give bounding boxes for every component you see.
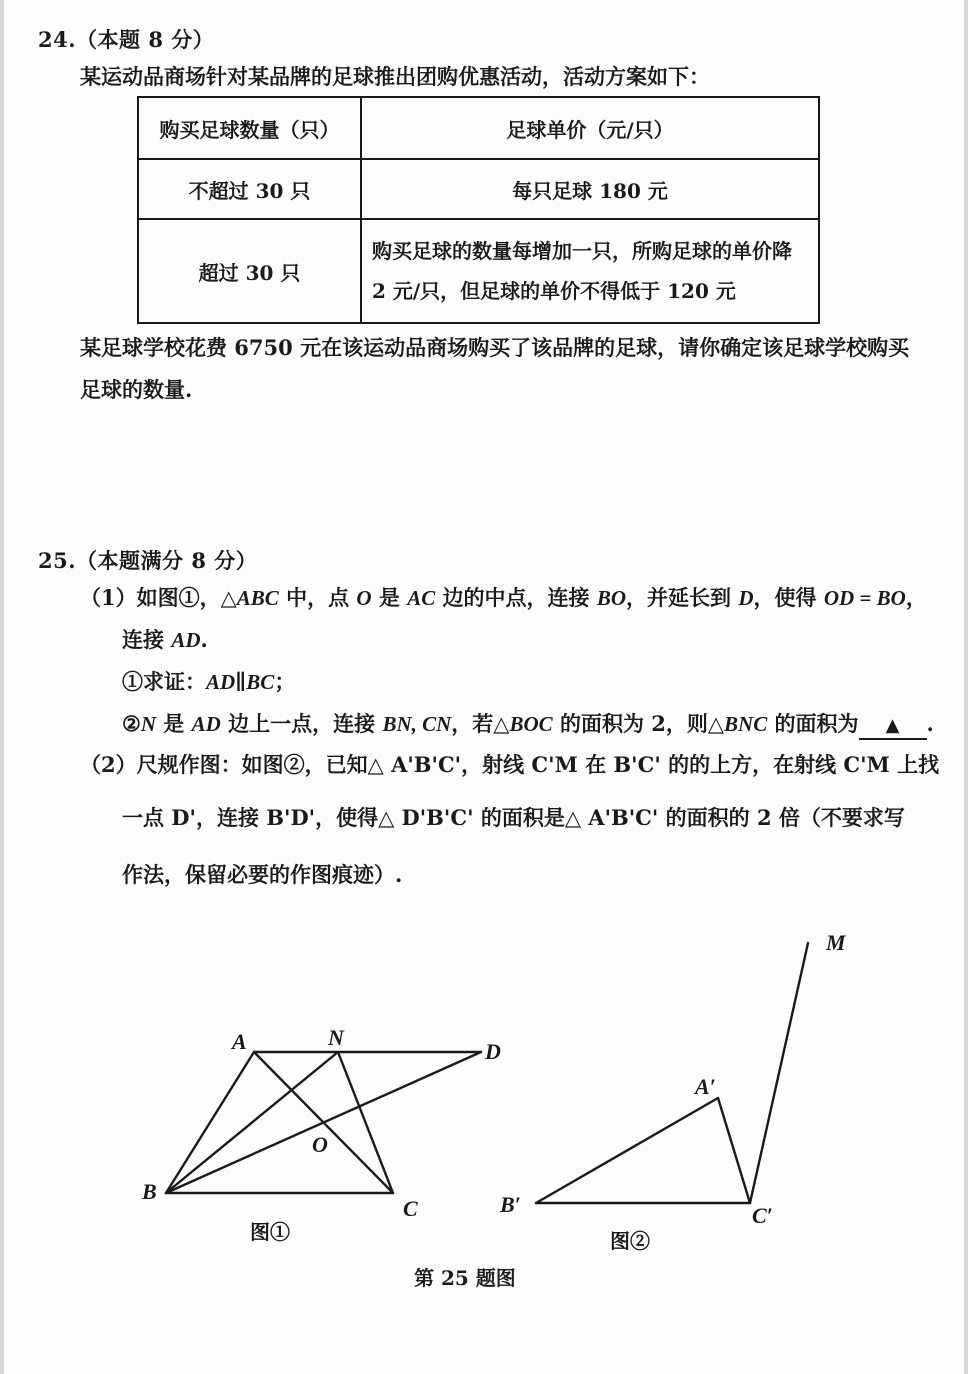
figure-1 bbox=[166, 1052, 481, 1193]
text: ，并延长到 bbox=[626, 585, 739, 610]
label-d: D bbox=[485, 1039, 501, 1064]
text: 连接 bbox=[122, 627, 172, 652]
label-c: C bbox=[403, 1196, 418, 1221]
text: ，使得 bbox=[753, 585, 824, 610]
figure-2 bbox=[536, 943, 808, 1203]
math-ad: AD bbox=[191, 712, 221, 736]
math-boc: BOC bbox=[509, 712, 553, 736]
label-b-prime: B′ bbox=[500, 1192, 521, 1217]
q24-question-line1: 某足球学校花费 6750 元在该运动品商场购买了该品牌的足球，请你确定该足球学校购买 bbox=[80, 335, 910, 360]
label-m: M bbox=[826, 930, 846, 955]
text: （1）如图①，△ bbox=[80, 585, 237, 610]
ray-c-m bbox=[750, 943, 808, 1203]
text: ② bbox=[122, 711, 141, 736]
text: 是 bbox=[371, 585, 408, 610]
q25-part2-line1: （2）尺规作图：如图②，已知△ A'B'C'，射线 C'M 在 B'C' 的的上方，在射线 C'M 上找 bbox=[80, 752, 940, 777]
table-cell: 不超过 30 只 bbox=[138, 159, 361, 219]
q24-question-line2: 足球的数量. bbox=[80, 377, 193, 402]
label-b: B bbox=[142, 1179, 157, 1204]
text: ； bbox=[274, 669, 296, 694]
text: ①求证： bbox=[122, 669, 206, 694]
segment-ab bbox=[166, 1052, 254, 1193]
segment-a-c bbox=[718, 1098, 750, 1203]
segment-bd bbox=[166, 1052, 481, 1193]
text: . bbox=[200, 627, 208, 652]
text: ， bbox=[905, 585, 927, 610]
math-o: O bbox=[356, 586, 372, 610]
q24-intro: 某运动品商场针对某品牌的足球推出团购优惠活动，活动方案如下： bbox=[80, 64, 710, 89]
text: 边上一点，连接 bbox=[220, 711, 383, 736]
math-bnc: BNC bbox=[724, 712, 768, 736]
q25-heading: 25.（本题满分 8 分） bbox=[38, 548, 258, 573]
math-abc: ABC bbox=[236, 586, 279, 610]
table-header-cell: 购买足球数量（只） bbox=[138, 97, 361, 159]
math-ac: AC bbox=[407, 586, 436, 610]
figure-group-caption: 第 25 题图 bbox=[414, 1266, 516, 1290]
table-cell: 购买足球的数量每增加一只，所购足球的单价降 2 元/只，但足球的单价不得低于 120 元 bbox=[361, 219, 819, 323]
table-cell: 每只足球 180 元 bbox=[361, 159, 819, 219]
math-ad-parallel-bc: AD∥BC bbox=[206, 670, 275, 694]
q25-part2-line2: 一点 D'，连接 B'D'，使得△ D'B'C' 的面积是△ A'B'C' 的面积的 2 倍（不要求写 bbox=[122, 805, 905, 830]
text: ，若△ bbox=[451, 711, 510, 736]
segment-cn bbox=[338, 1052, 393, 1193]
math-bo: BO bbox=[596, 586, 627, 610]
q25-part2-line3: 作法，保留必要的作图痕迹）. bbox=[122, 862, 403, 887]
label-n: N bbox=[328, 1025, 344, 1050]
text: 是 bbox=[156, 711, 192, 736]
answer-blank: ▲ bbox=[859, 714, 927, 740]
text: 的面积为 2，则△ bbox=[552, 711, 725, 736]
figure-1-caption: 图① bbox=[250, 1220, 290, 1244]
label-a-prime: A′ bbox=[695, 1074, 716, 1099]
text: 边的中点，连接 bbox=[435, 585, 597, 610]
table-cell: 超过 30 只 bbox=[138, 219, 361, 323]
table-header-cell: 足球单价（元/只） bbox=[361, 97, 819, 159]
math-n: N bbox=[140, 712, 156, 736]
math-ad: AD bbox=[171, 628, 201, 652]
figure-2-caption: 图② bbox=[610, 1229, 650, 1253]
text: . bbox=[926, 711, 934, 736]
segment-bn bbox=[166, 1052, 338, 1193]
label-o: O bbox=[312, 1132, 328, 1157]
label-a: A bbox=[232, 1029, 247, 1054]
text: 的面积为 bbox=[767, 711, 859, 736]
label-c-prime: C′ bbox=[752, 1203, 773, 1228]
text: 中，点 bbox=[278, 585, 357, 610]
math-bn-cn: BN, CN bbox=[382, 712, 452, 736]
q24-heading: 24.（本题 8 分） bbox=[38, 27, 215, 52]
math-od-bo: OD = BO bbox=[823, 586, 906, 610]
math-d: D bbox=[738, 586, 754, 610]
segment-a-b bbox=[536, 1098, 718, 1203]
